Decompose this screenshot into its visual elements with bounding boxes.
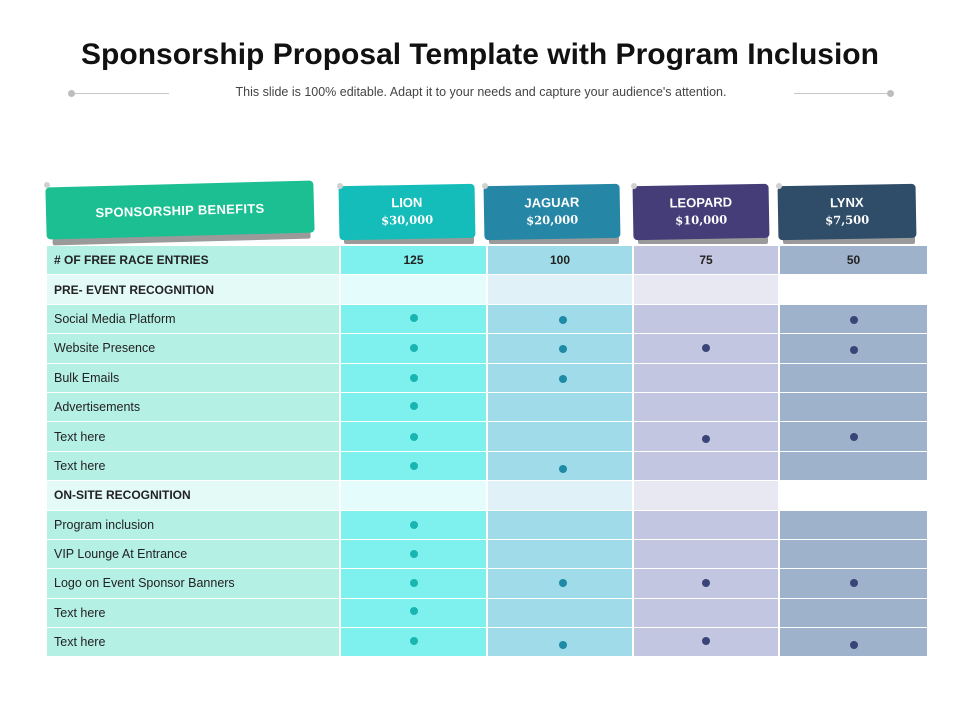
benefit-cell <box>488 540 632 568</box>
included-dot-icon <box>410 314 418 322</box>
slide-title: Sponsorship Proposal Template with Program Inclusion <box>81 38 879 71</box>
row-label: Text here <box>47 628 339 656</box>
pin-icon <box>776 183 782 189</box>
included-dot-icon <box>410 374 418 382</box>
benefit-cell <box>488 628 632 656</box>
benefit-cell <box>341 569 486 597</box>
benefit-cell <box>780 422 927 450</box>
included-dot-icon <box>410 521 418 529</box>
row-label: PRE- EVENT RECOGNITION <box>47 275 339 303</box>
benefit-cell <box>634 422 778 450</box>
entry-count: 125 <box>341 246 486 274</box>
table-row <box>47 511 927 540</box>
benefit-cell <box>634 628 778 656</box>
benefit-cell <box>341 481 486 509</box>
benefit-cell <box>780 452 927 480</box>
benefit-cell <box>634 481 778 509</box>
benefit-cell <box>780 628 927 656</box>
benefit-cell <box>634 364 778 392</box>
included-dot-icon <box>410 579 418 587</box>
pin-icon <box>482 183 488 189</box>
benefit-cell <box>780 364 927 392</box>
benefit-cell <box>341 452 486 480</box>
benefit-cell <box>341 393 486 421</box>
table-row <box>47 305 927 334</box>
included-dot-icon <box>559 345 567 353</box>
slide-subtitle: This slide is 100% editable. Adapt it to your needs and capture your audience's attention. <box>235 85 727 99</box>
benefit-cell <box>488 275 632 303</box>
included-dot-icon <box>702 579 710 587</box>
included-dot-icon <box>410 344 418 352</box>
benefit-cell <box>488 393 632 421</box>
included-dot-icon <box>850 316 858 324</box>
benefit-cell <box>488 599 632 627</box>
benefit-cell <box>488 422 632 450</box>
benefit-cell <box>634 305 778 333</box>
row-label: Website Presence <box>47 334 339 362</box>
tier-tab-jaguar <box>484 185 622 245</box>
row-label: Advertisements <box>47 393 339 421</box>
benefit-cell <box>634 569 778 597</box>
included-dot-icon <box>410 607 418 615</box>
section-row <box>47 275 927 304</box>
benefit-cell <box>488 452 632 480</box>
benefit-cell <box>341 599 486 627</box>
included-dot-icon <box>850 641 858 649</box>
tier-price-lion: $30,000 <box>381 212 434 228</box>
included-dot-icon <box>559 579 567 587</box>
benefit-cell <box>780 334 927 362</box>
benefit-cell <box>341 305 486 333</box>
row-label: Bulk Emails <box>47 364 339 392</box>
row-label: Text here <box>47 452 339 480</box>
entry-count: 50 <box>780 246 927 274</box>
benefit-cell <box>341 334 486 362</box>
table-row <box>47 599 927 628</box>
table-row <box>47 540 927 569</box>
table-row <box>47 246 927 275</box>
benefit-cell <box>634 599 778 627</box>
benefit-cell <box>488 334 632 362</box>
tier-tab-lion <box>339 185 477 245</box>
row-label: Text here <box>47 599 339 627</box>
included-dot-icon <box>702 344 710 352</box>
benefit-cell <box>634 540 778 568</box>
benefit-cell <box>780 569 927 597</box>
entry-count: 100 <box>488 246 632 274</box>
benefit-cell <box>634 393 778 421</box>
benefit-cell <box>341 364 486 392</box>
benefit-cell <box>341 540 486 568</box>
included-dot-icon <box>850 346 858 354</box>
section-row <box>47 481 927 510</box>
tier-tab-leopard <box>633 185 771 245</box>
tier-price-leopard: $10,000 <box>675 212 728 228</box>
included-dot-icon <box>850 433 858 441</box>
tier-name-jaguar: JAGUAR <box>524 194 580 211</box>
benefits-table <box>47 246 927 657</box>
included-dot-icon <box>410 462 418 470</box>
tier-price-jaguar: $20,000 <box>526 212 579 228</box>
benefit-cell <box>780 540 927 568</box>
pin-icon <box>337 183 343 189</box>
row-label: ON-SITE RECOGNITION <box>47 481 339 509</box>
benefit-cell <box>488 364 632 392</box>
table-row <box>47 628 927 657</box>
benefit-cell <box>634 275 778 303</box>
benefit-cell <box>780 599 927 627</box>
benefits-label: SPONSORSHIP BENEFITS <box>45 181 314 240</box>
benefit-cell <box>488 305 632 333</box>
tier-name-lion: LION <box>391 194 423 211</box>
pin-icon <box>631 183 637 189</box>
benefit-cell <box>634 511 778 539</box>
row-label: Text here <box>47 422 339 450</box>
pin-icon <box>44 182 50 188</box>
included-dot-icon <box>559 316 567 324</box>
included-dot-icon <box>410 402 418 410</box>
benefit-cell <box>780 305 927 333</box>
included-dot-icon <box>410 433 418 441</box>
tier-name-leopard: LEOPARD <box>669 194 733 211</box>
benefit-cell <box>341 511 486 539</box>
benefit-cell <box>488 511 632 539</box>
benefit-cell <box>341 628 486 656</box>
row-label: Program inclusion <box>47 511 339 539</box>
benefit-cell <box>341 275 486 303</box>
table-row <box>47 393 927 422</box>
row-label: # OF FREE RACE ENTRIES <box>47 246 339 274</box>
included-dot-icon <box>559 465 567 473</box>
benefit-cell <box>780 511 927 539</box>
benefit-cell <box>780 481 927 509</box>
benefit-cell <box>780 275 927 303</box>
benefits-tab <box>46 184 316 244</box>
table-row <box>47 452 927 481</box>
subtitle-row <box>68 85 894 103</box>
included-dot-icon <box>410 637 418 645</box>
tier-price-lynx: $7,500 <box>825 212 870 228</box>
benefit-cell <box>341 422 486 450</box>
included-dot-icon <box>410 550 418 558</box>
benefit-cell <box>634 334 778 362</box>
benefit-cell <box>780 393 927 421</box>
row-label: VIP Lounge At Entrance <box>47 540 339 568</box>
benefit-cell <box>488 569 632 597</box>
tier-tab-lynx <box>778 185 918 245</box>
included-dot-icon <box>702 435 710 443</box>
included-dot-icon <box>850 579 858 587</box>
table-row <box>47 334 927 363</box>
entry-count: 75 <box>634 246 778 274</box>
benefit-cell <box>488 481 632 509</box>
tier-name-lynx: LYNX <box>829 194 864 211</box>
included-dot-icon <box>559 375 567 383</box>
table-row <box>47 364 927 393</box>
included-dot-icon <box>559 641 567 649</box>
table-row <box>47 569 927 598</box>
table-row <box>47 422 927 451</box>
included-dot-icon <box>702 637 710 645</box>
row-label: Logo on Event Sponsor Banners <box>47 569 339 597</box>
row-label: Social Media Platform <box>47 305 339 333</box>
benefit-cell <box>634 452 778 480</box>
